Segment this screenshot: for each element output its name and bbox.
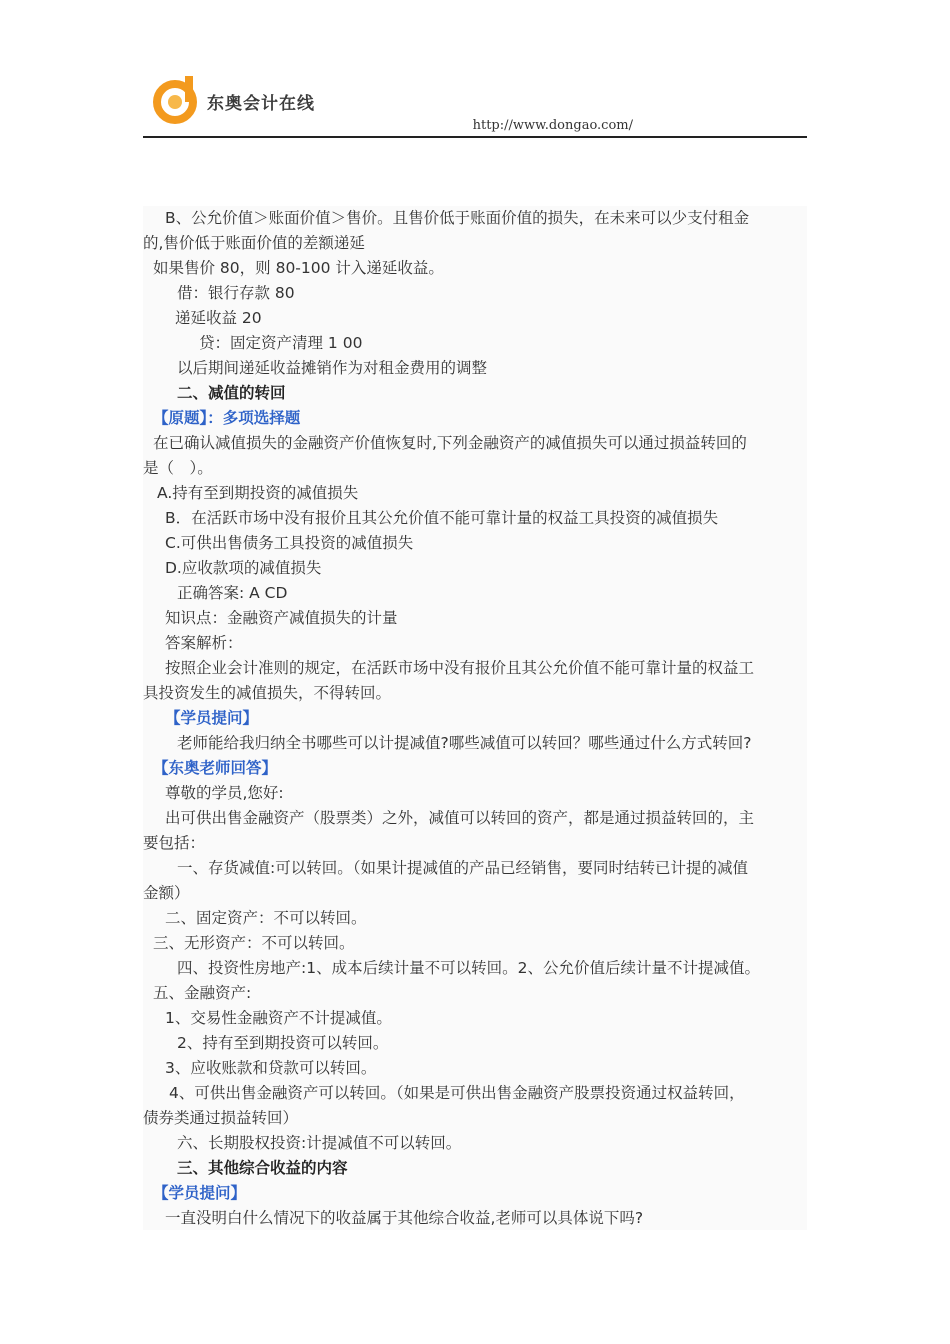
student-question-label: 【学员提问】 [165, 709, 259, 727]
answer-option: B．在活跃市场中没有报价且其公允价值不能可靠计量的权益工具投资的减值损失 [165, 509, 719, 527]
teacher-answer-item: 金额） [143, 884, 190, 902]
analysis-text: 具投资发生的减值损失，不得转回。 [143, 684, 392, 702]
teacher-answer-item: 二、固定资产：不可以转回。 [165, 909, 367, 927]
teacher-answer-item: 六、长期股权投资:计提减值不可以转回。 [177, 1134, 462, 1152]
section-heading: 三、其他综合收益的内容 [177, 1159, 348, 1177]
header-divider [143, 136, 807, 138]
teacher-answer-label: 【东奥老师回答】 [153, 759, 278, 777]
teacher-answer-subitem: 债券类通过损益转回） [143, 1109, 299, 1127]
knowledge-point: 知识点：金融资产减值损失的计量 [165, 609, 398, 627]
answer-option: A.持有至到期投资的减值损失 [157, 484, 359, 502]
correct-answer: 正确答案: A CD [177, 584, 288, 602]
teacher-answer-text: 尊敬的学员,您好: [165, 784, 284, 802]
paragraph-line: 以后期间递延收益摊销作为对租金费用的调整 [177, 359, 488, 377]
teacher-answer-text: 要包括： [143, 834, 206, 852]
student-question-text: 老师能给我归纳全书哪些可以计提减值?哪些减值可以转回？哪些通过什么方式转回? [177, 734, 752, 752]
journal-entry-line: 借：银行存款 80 [177, 284, 295, 302]
teacher-answer-subitem: 4、可供出售金融资产可以转回。（如果是可供出售金融资产股票投资通过权益转回， [169, 1084, 745, 1102]
question-text: 在已确认减值损失的金融资产价值恢复时,下列金融资产的减值损失可以通过损益转回的 [153, 434, 747, 452]
original-question-label: 【原题】：多项选择题 [153, 409, 301, 427]
page-header [143, 64, 807, 138]
document-body [143, 206, 807, 1230]
teacher-answer-item: 四、投资性房地产:1、成本后续计量不可以转回。2、公允价值后续计量不计提减值。 [177, 959, 760, 977]
teacher-answer-subitem: 3、应收账款和贷款可以转回。 [165, 1059, 377, 1077]
teacher-answer-text: 出可供出售金融资产（股票类）之外，减值可以转回的资产，都是通过损益转回的，主 [165, 809, 755, 827]
answer-option: D.应收款项的减值损失 [165, 559, 322, 577]
logo-text: 东奥会计在线 [207, 94, 315, 114]
analysis-text: 按照企业会计准则的规定，在活跃市场中没有报价且其公允价值不能可靠计量的权益工 [165, 659, 755, 677]
teacher-answer-subitem: 1、交易性金融资产不计提减值。 [165, 1009, 392, 1027]
dongao-logo-icon [149, 72, 201, 124]
section-heading: 二、减值的转回 [177, 384, 286, 402]
question-text: 是（ ）。 [143, 459, 213, 477]
student-question-text: 一直没明白什么情况下的收益属于其他综合收益,老师可以具体说下吗? [165, 1209, 644, 1227]
teacher-answer-item: 五、金融资产: [153, 984, 252, 1002]
analysis-label: 答案解析： [165, 634, 243, 652]
paragraph-line: B、公允价值＞账面价值＞售价。且售价低于账面价值的损失，在未来可以少支付租金 [165, 209, 750, 227]
paragraph-line: 的,售价低于账面价值的差额递延 [143, 234, 365, 252]
teacher-answer-item: 三、无形资产：不可以转回。 [153, 934, 355, 952]
paragraph-line: 如果售价 80，则 80-100 计入递延收益。 [153, 259, 444, 277]
teacher-answer-subitem: 2、持有至到期投资可以转回。 [177, 1034, 389, 1052]
journal-entry-line: 贷：固定资产清理 1 00 [199, 334, 363, 352]
journal-entry-line: 递延收益 20 [175, 309, 262, 327]
teacher-answer-item: 一、存货减值:可以转回。（如果计提减值的产品已经销售，要同时结转已计提的减值 [177, 859, 748, 877]
answer-option: C.可供出售债务工具投资的减值损失 [165, 534, 414, 552]
student-question-label: 【学员提问】 [153, 1184, 247, 1202]
site-url[interactable]: http://www.dongao.com/ [472, 118, 633, 133]
